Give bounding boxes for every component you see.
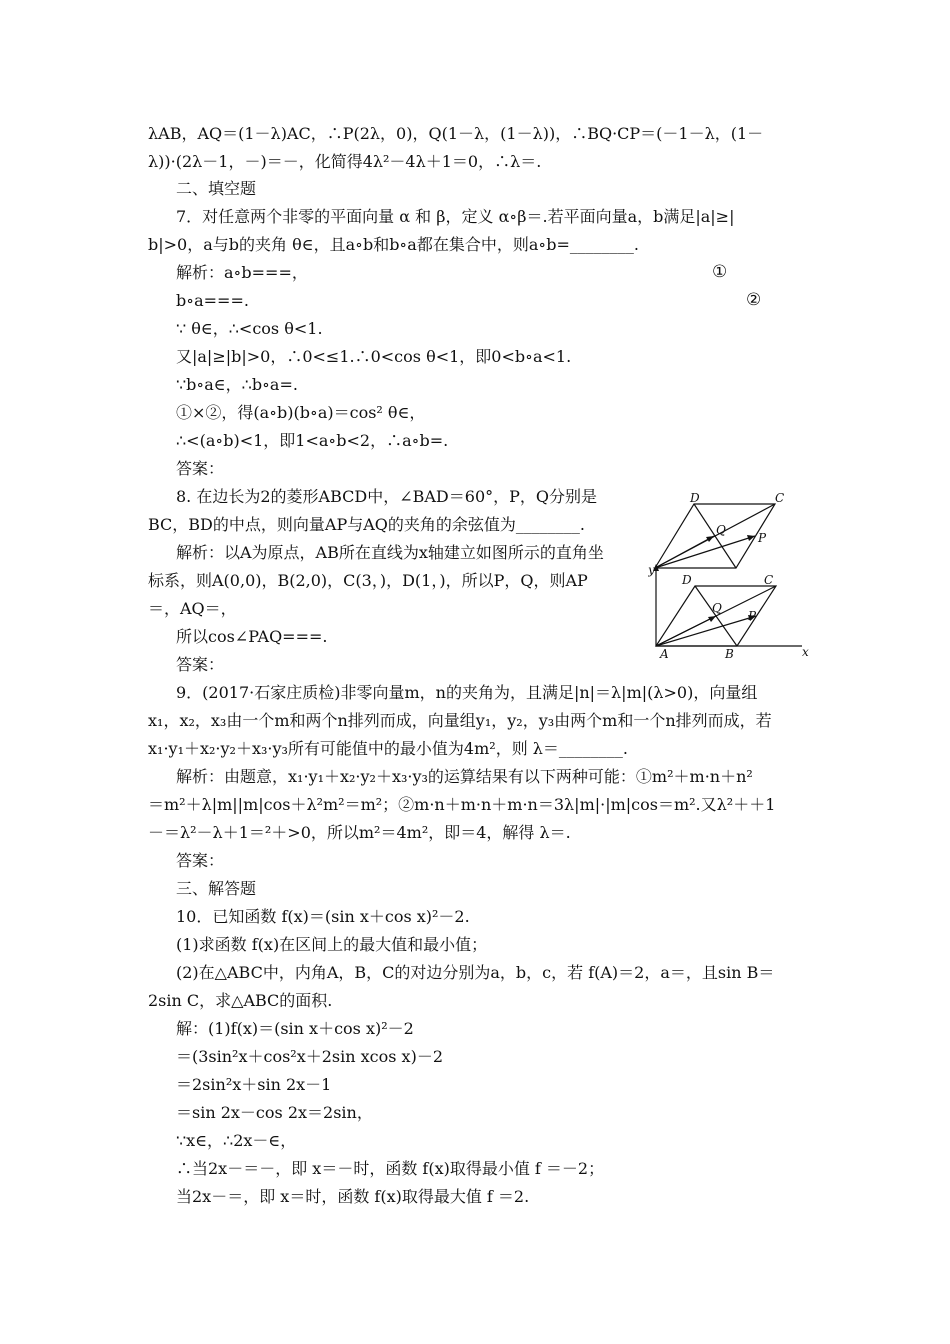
text-line: b|>0，a与b的夹角 θ∈，且a∘b和b∘a都在集合中，则a∘b=________. — [148, 235, 639, 254]
diagonal-bd — [694, 504, 736, 568]
question-7: 7．对任意两个非零的平面向量 α 和 β，定义 α∘β＝.若平面向量a，b满足|a|≥| — [176, 207, 735, 226]
label-c: C — [764, 573, 774, 587]
text-line: ＝，AQ＝， — [148, 599, 237, 618]
text-line: ①×②，得(a∘b)(b∘a)＝cos² θ∈， — [176, 403, 426, 422]
label-c: C — [775, 492, 785, 505]
text-line: 解析：以A为原点，AB所在直线为x轴建立如图所示的直角坐 — [176, 543, 604, 562]
answer-label: 答案： — [176, 851, 225, 870]
label-p: P — [748, 609, 757, 623]
text-line: －＝λ²－λ＋1＝²＋>0，所以m²＝4m²，即＝4，解得 λ＝. — [148, 823, 571, 842]
equation-marker-2: ② — [746, 290, 762, 310]
label-a: A — [660, 647, 669, 661]
text-line: ＝sin 2x－cos 2x＝2sin， — [176, 1103, 373, 1122]
text-line: 解析：由题意，x₁·y₁＋x₂·y₂＋x₃·y₃的运算结果有以下两种可能：①m²＋m·n＋n² — [176, 767, 753, 786]
text-line: (1)求函数 f(x)在区间上的最大值和最小值； — [176, 935, 488, 954]
answer-label: 答案： — [176, 655, 225, 674]
label-d: D — [682, 573, 692, 587]
text-line: 当2x－＝，即 x＝时，函数 f(x)取得最大值 f ＝2. — [176, 1187, 530, 1206]
text-line: ∴当2x－＝－，即 x＝－时，函数 f(x)取得最小值 f ＝－2； — [176, 1159, 605, 1178]
text-line: 所以cos∠PAQ===. — [176, 627, 328, 646]
text-line: λAB，AQ＝(1－λ)AC，∴P(2λ，0)，Q(1－λ，(1－λ))，∴BQ·CP＝(－1－λ，(1－ — [148, 124, 764, 143]
text-line: ∵x∈，∴2x－∈， — [176, 1131, 297, 1150]
label-q: Q — [712, 601, 722, 615]
equation-marker-1: ① — [712, 262, 728, 282]
text-line: x₁·y₁＋x₂·y₂＋x₃·y₃所有可能值中的最小值为4m²，则 λ＝________. — [148, 739, 629, 758]
label-q: Q — [716, 523, 726, 537]
text-line: 解析：a∘b===， — [176, 263, 308, 282]
rhombus-figure-axes — [648, 562, 814, 662]
text-line: ＝2sin²x＋sin 2x－1 — [176, 1075, 332, 1094]
text-line: 又|a|≥|b|>0，∴0<≤1.∴0<cos θ<1，即0<b∘a<1. — [176, 347, 572, 366]
text-line: λ))·(2λ－1，－)＝－，化简得4λ²－4λ＋1＝0，∴λ＝. — [148, 152, 542, 171]
question-10: 10．已知函数 f(x)＝(sin x＋cos x)²－2. — [176, 907, 470, 926]
axis-label-y: y — [648, 563, 655, 577]
text-line: 2sin C，求△ABC的面积. — [148, 991, 333, 1010]
text-line: (2)在△ABC中，内角A，B，C的对边分别为a，b，c，若 f(A)＝2，a＝，且sin B＝ — [176, 963, 775, 982]
label-p: P — [758, 531, 767, 545]
axis-label-x: x — [802, 645, 809, 659]
text-line: ∵b∘a∈，∴b∘a=. — [176, 375, 298, 394]
label-d: D — [690, 492, 700, 505]
answer-label: 答案： — [176, 459, 225, 478]
label-b: B — [725, 647, 734, 661]
text-line: ＝m²＋λ|m||m|cos＋λ²m²＝m²；②m·n＋m·n＋m·n＝3λ|m|·|m|cos＝m².又λ²＋＋1 — [148, 795, 776, 814]
question-8: 8. 在边长为2的菱形ABCD中，∠BAD＝60°，P，Q分别是 — [176, 487, 598, 506]
question-9: 9．(2017·石家庄质检)非零向量m，n的夹角为，且满足|n|＝λ|m|(λ>0)，向量组 — [176, 683, 758, 702]
text-line: 解：(1)f(x)＝(sin x＋cos x)²－2 — [176, 1019, 414, 1038]
text-line: BC，BD的中点，则向量AP与AQ的夹角的余弦值为________. — [148, 515, 585, 534]
text-line: ∴<(a∘b)<1，即1<a∘b<2，∴a∘b=. — [176, 431, 449, 450]
arrowhead-aq — [706, 536, 714, 542]
text-line: ＝(3sin²x＋cos²x＋2sin xcos x)－2 — [176, 1047, 443, 1066]
text-line: ∵ θ∈，∴<cos θ<1. — [176, 319, 323, 338]
section-heading: 三、解答题 — [176, 879, 257, 898]
section-heading: 二、填空题 — [176, 179, 257, 198]
text-line: b∘a===. — [176, 291, 249, 310]
text-line: x₁，x₂，x₃由一个m和两个n排列而成，向量组y₁，y₂，y₃由两个m和一个n排列而成，若 — [148, 711, 772, 730]
text-line: 标系，则A(0,0)，B(2,0)，C(3，)，D(1，)，所以P，Q，则AP — [148, 571, 588, 590]
arrowhead-aq — [708, 616, 716, 622]
